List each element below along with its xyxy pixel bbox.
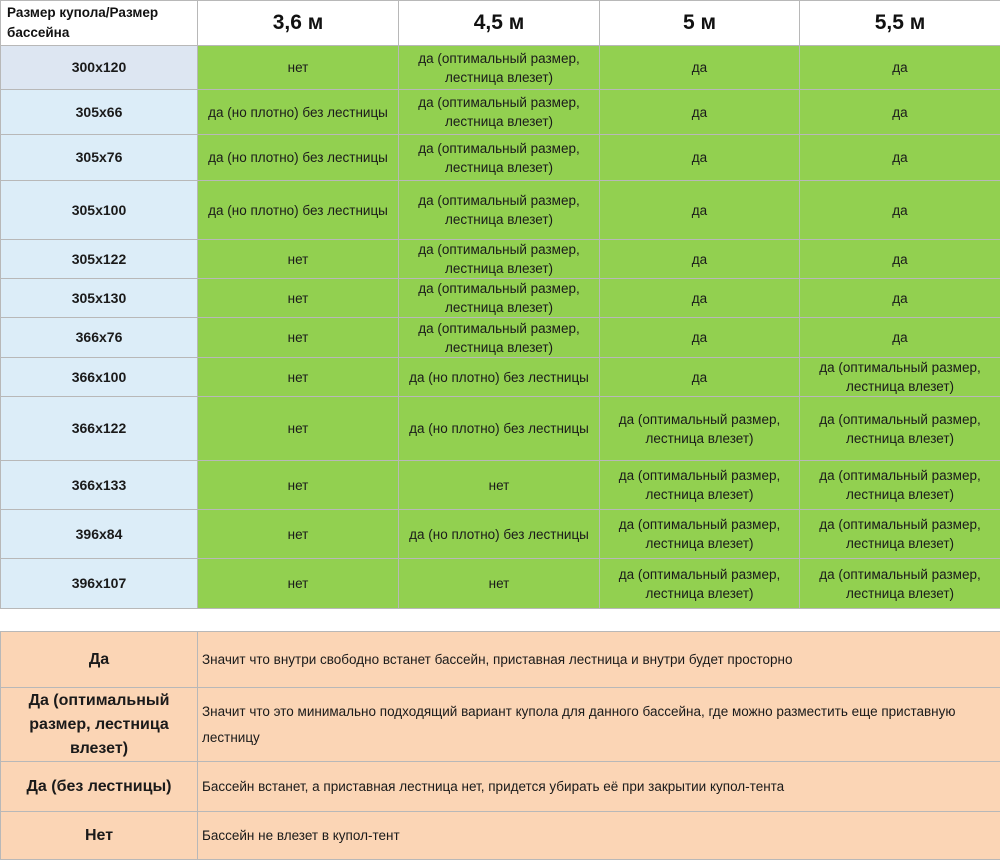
pool-size-cell: 305x122 xyxy=(1,240,198,279)
fit-cell: нет xyxy=(198,318,399,358)
pool-size-cell: 305x130 xyxy=(1,279,198,318)
fit-cell: да (оптимальный размер, лестница влезет) xyxy=(600,510,800,559)
fit-cell: да (оптимальный размер, лестница влезет) xyxy=(399,279,600,318)
fit-cell: да xyxy=(800,318,1000,358)
fit-cell: да (оптимальный размер, лестница влезет) xyxy=(800,397,1000,461)
fit-cell: да (но плотно) без лестницы xyxy=(198,135,399,181)
pool-size-cell: 305x66 xyxy=(1,90,198,135)
fit-cell: нет xyxy=(198,46,399,90)
fit-cell: да (но плотно) без лестницы xyxy=(399,358,600,397)
pool-size-cell: 396x107 xyxy=(1,559,198,609)
legend-key: Да xyxy=(1,632,198,688)
fit-cell: нет xyxy=(399,461,600,510)
fit-cell: да xyxy=(600,240,800,279)
fit-cell: да xyxy=(600,318,800,358)
fit-cell: нет xyxy=(399,559,600,609)
pool-size-cell: 396x84 xyxy=(1,510,198,559)
legend-description: Бассейн не влезет в купол-тент xyxy=(198,812,1000,860)
fit-cell: да (но плотно) без лестницы xyxy=(198,90,399,135)
pool-size-cell: 305x76 xyxy=(1,135,198,181)
fit-cell: да (оптимальный размер, лестница влезет) xyxy=(800,559,1000,609)
pool-size-cell: 300x120 xyxy=(1,46,198,90)
fit-cell: да xyxy=(600,279,800,318)
column-header: 4,5 м xyxy=(399,1,600,46)
legend-row xyxy=(1,688,1000,762)
pool-size-cell: 366x122 xyxy=(1,397,198,461)
pool-size-cell: 366x133 xyxy=(1,461,198,510)
table-row xyxy=(1,461,1000,510)
fit-cell: да (оптимальный размер, лестница влезет) xyxy=(600,461,800,510)
fit-cell: да (оптимальный размер, лестница влезет) xyxy=(399,135,600,181)
pool-size-cell: 366x100 xyxy=(1,358,198,397)
legend-table xyxy=(0,631,1000,860)
legend-description: Значит что внутри свободно встанет бассейн, приставная лестница и внутри будет просторно xyxy=(198,632,1000,688)
fit-cell: нет xyxy=(198,559,399,609)
column-header: 3,6 м xyxy=(198,1,399,46)
fit-cell: да xyxy=(600,90,800,135)
fit-cell: да xyxy=(800,135,1000,181)
pool-size-cell: 305x100 xyxy=(1,181,198,240)
legend-description: Бассейн встанет, а приставная лестница нет, придется убирать её при закрытии купол-тента xyxy=(198,762,1000,812)
fit-cell: нет xyxy=(198,279,399,318)
legend-row xyxy=(1,632,1000,688)
fit-cell: да (оптимальный размер, лестница влезет) xyxy=(800,510,1000,559)
table-row xyxy=(1,240,1000,279)
column-header: 5,5 м xyxy=(800,1,1000,46)
legend-key: Да (оптимальный размер, лестница влезет) xyxy=(1,688,198,762)
legend-key: Нет xyxy=(1,812,198,860)
fit-cell: нет xyxy=(198,240,399,279)
legend-description: Значит что это минимально подходящий вариант купола для данного бассейна, где можно разместить еще приставную лестницу xyxy=(198,688,1000,762)
fit-cell: да xyxy=(600,358,800,397)
fit-cell: да (оптимальный размер, лестница влезет) xyxy=(800,461,1000,510)
fit-cell: да xyxy=(600,135,800,181)
column-header: 5 м xyxy=(600,1,800,46)
table-row xyxy=(1,90,1000,135)
pool-size-cell: 366x76 xyxy=(1,318,198,358)
corner-header: Размер купола/Размер бассейна xyxy=(1,1,198,46)
header-row xyxy=(1,1,1000,46)
fit-cell: да (оптимальный размер, лестница влезет) xyxy=(399,46,600,90)
fit-cell: да (но плотно) без лестницы xyxy=(399,510,600,559)
table-row xyxy=(1,358,1000,397)
fit-cell: нет xyxy=(198,358,399,397)
fit-cell: да (оптимальный размер, лестница влезет) xyxy=(800,358,1000,397)
fit-cell: да (оптимальный размер, лестница влезет) xyxy=(600,559,800,609)
fit-cell: да (но плотно) без лестницы xyxy=(198,181,399,240)
fit-cell: да (оптимальный размер, лестница влезет) xyxy=(399,318,600,358)
fit-cell: да xyxy=(800,181,1000,240)
fit-cell: нет xyxy=(198,461,399,510)
fit-cell: нет xyxy=(198,510,399,559)
table-row xyxy=(1,135,1000,181)
fit-cell: нет xyxy=(198,397,399,461)
fit-cell: да (оптимальный размер, лестница влезет) xyxy=(399,181,600,240)
fit-cell: да xyxy=(600,46,800,90)
fit-cell: да xyxy=(600,181,800,240)
fit-cell: да xyxy=(800,46,1000,90)
legend-key: Да (без лестницы) xyxy=(1,762,198,812)
fit-cell: да (оптимальный размер, лестница влезет) xyxy=(399,90,600,135)
table-row xyxy=(1,181,1000,240)
fit-cell: да xyxy=(800,279,1000,318)
table-row xyxy=(1,510,1000,559)
table-row xyxy=(1,46,1000,90)
fit-cell: да (оптимальный размер, лестница влезет) xyxy=(600,397,800,461)
table-row xyxy=(1,559,1000,609)
legend-row xyxy=(1,762,1000,812)
fit-cell: да xyxy=(800,240,1000,279)
table-row xyxy=(1,397,1000,461)
table-row xyxy=(1,279,1000,318)
fit-cell: да (оптимальный размер, лестница влезет) xyxy=(399,240,600,279)
fit-cell: да (но плотно) без лестницы xyxy=(399,397,600,461)
fit-cell: да xyxy=(800,90,1000,135)
legend-row xyxy=(1,812,1000,860)
table-row xyxy=(1,318,1000,358)
